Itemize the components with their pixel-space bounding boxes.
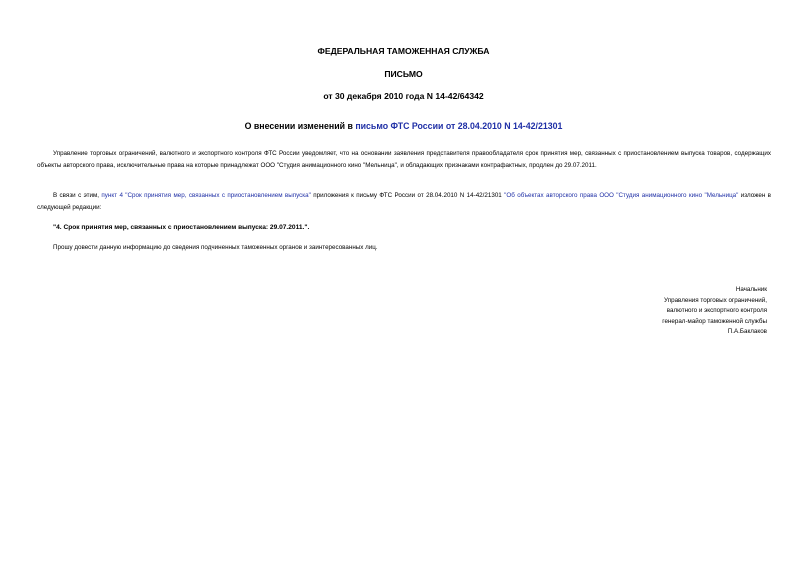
agency-title: ФЕДЕРАЛЬНАЯ ТАМОЖЕННАЯ СЛУЖБА [317, 46, 490, 56]
amendment-link-item4[interactable]: пункт 4 "Срок принятия мер, связанных с приостановлением выпуска" [101, 192, 311, 199]
signature-department: Управления торговых ограничений, [664, 296, 767, 304]
paragraph-amendment [37, 190, 771, 213]
paragraph-new-wording: "4. Срок принятия мер, связанных с приостановлением выпуска: 29.07.2011.". [53, 224, 310, 231]
amendment-suffix: изложен в следующей редакции: [37, 192, 771, 211]
amendment-prefix: В связи с этим, [53, 192, 102, 199]
document-type: ПИСЬМО [384, 69, 423, 79]
subject-prefix: О внесении изменений в [244, 121, 356, 131]
subject-link[interactable]: письмо ФТС России от 28.04.2010 N 14-42/21301 [355, 121, 563, 131]
paragraph-notice: Управление торговых ограничений, валютного и экспортного контроля ФТС России уведомляет, что на основании заявления представителя правообладателя срок принятия мер, связанных с приостановлением выпуска товаров, содержащих объекты авторского права, исключительные права на которые принадлежат ООО "Студия анимационного кино "Мельница", и обладающих признаками контрафактных, продлен до 29.07.2011. [37, 150, 771, 169]
signature-department-cont: валютного и экспортного контроля [666, 307, 767, 315]
signature-position: Начальник [735, 286, 767, 293]
paragraph-request: Прошу довести данную информацию до сведения подчиненных таможенных органов и заинтересованных лиц. [53, 244, 378, 251]
signature-block [662, 285, 767, 338]
signature-name: П.А.Баклаков [727, 328, 767, 336]
amendment-middle: приложения к письму ФТС России от 28.04.2010 N 14-42/21301 [310, 192, 505, 199]
amendment-link-letter[interactable]: "Об объектах авторского права ООО "Студия анимационного кино "Мельница" [504, 192, 739, 199]
document-date-number: от 30 декабря 2010 года N 14-42/64342 [323, 91, 484, 101]
signature-rank: генерал-майор таможенной службы [662, 317, 767, 325]
document-subject [0, 121, 807, 131]
